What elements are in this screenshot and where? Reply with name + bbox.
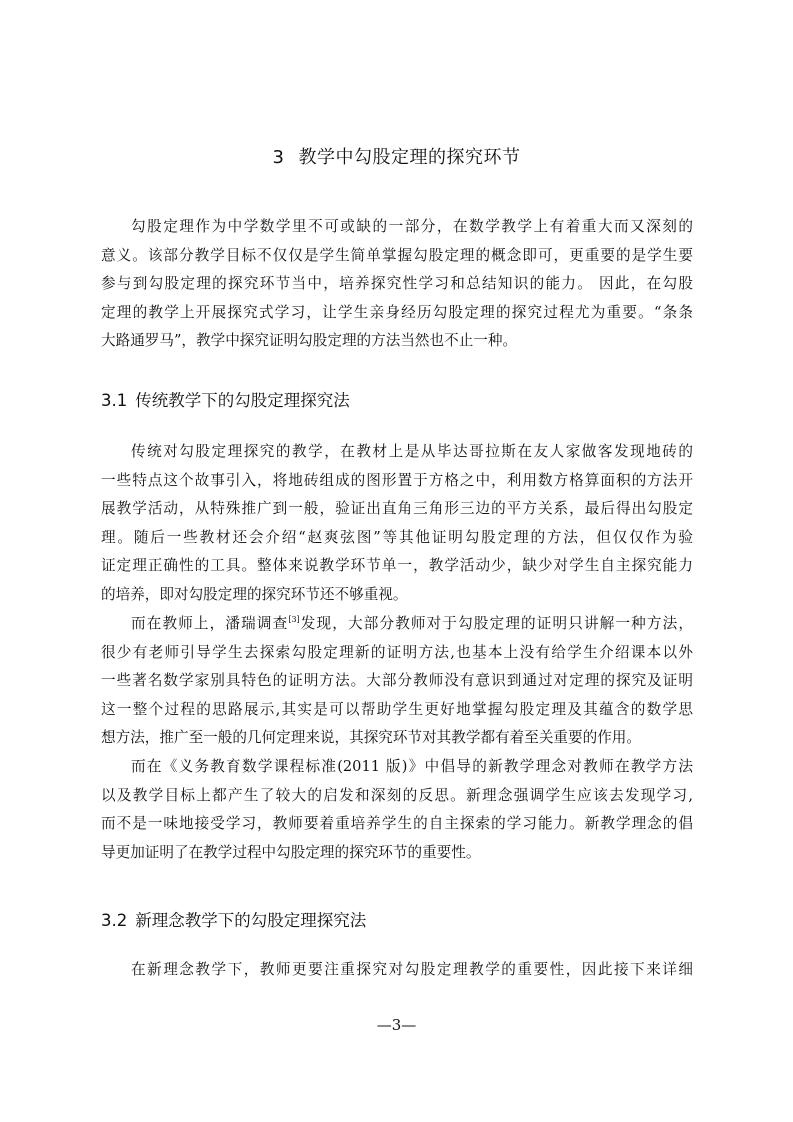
text-run: 而在教师上，潘瑞调查 bbox=[131, 615, 289, 632]
chapter-title bbox=[0, 146, 793, 170]
text-line: 而不是一味地接受学习，教师要着重培养学生的自主探索的学习能力。新教学理念的倡 bbox=[101, 815, 693, 833]
section-heading-3-1 bbox=[101, 390, 350, 412]
text-line: 一些著名数学家别具特色的证明方法。大部分教师没有意识到通过对定理的探究及证明 bbox=[101, 672, 693, 690]
text-line: 以及教学目标上都产生了较大的启发和深刻的反思。新理念强调学生应该去发现学习, bbox=[101, 786, 693, 804]
text-line: 在新理念教学下，教师更要注重探究对勾股定理教学的重要性，因此接下来详细 bbox=[131, 961, 693, 978]
intro-paragraph bbox=[101, 213, 693, 356]
section-number: 3.1 bbox=[101, 391, 128, 410]
page-number: —3— bbox=[376, 1016, 417, 1034]
text-line: 参与到勾股定理的探究环节当中，培养探究性学习和总结知识的能力。 因此，在勾股 bbox=[101, 275, 693, 293]
text-line: 大路通罗马”，教学中探究证明勾股定理的方法当然也不止一种。 bbox=[101, 332, 518, 350]
text-line: 而在《义务教育数学课程标准(2011 版)》中倡导的新教学理念对教师在教学方法 bbox=[131, 758, 693, 775]
text-line bbox=[101, 610, 693, 639]
text-run: 发现，大部分教师对于勾股定理的证明只讲解一种方法， bbox=[299, 615, 693, 632]
text-line: 这一整个过程的思路展示,其实是可以帮助学生更好地掌握勾股定理及其蕴含的数学思 bbox=[101, 700, 693, 718]
section-title: 传统教学下的勾股定理探究法 bbox=[135, 391, 350, 410]
section-title: 新理念教学下的勾股定理探究法 bbox=[135, 911, 367, 930]
text-line: 展教学活动，从特殊推广到一般，验证出直角三角形三边的平方关系，最后得出勾股定 bbox=[101, 500, 693, 518]
chapter-title-text: 教学中勾股定理的探究环节 bbox=[298, 147, 521, 168]
section-3-2-paragraph-1 bbox=[101, 956, 693, 985]
text-line: 理。随后一些教材还会介绍“赵爽弦图”等其他证明勾股定理的方法，但仅仅作为验 bbox=[101, 528, 693, 546]
section-number: 3.2 bbox=[101, 911, 128, 930]
text-line: 定理的教学上开展探究式学习，让学生亲身经历勾股定理的探究过程尤为重要。“条条 bbox=[101, 303, 693, 321]
text-line: 传统对勾股定理探究的教学，在教材上是从毕达哥拉斯在友人家做客发现地砖的 bbox=[131, 443, 693, 460]
text-line: 勾股定理作为中学数学里不可或缺的一部分，在数学教学上有着重大而又深刻的 bbox=[131, 218, 693, 235]
text-line: 一些特点这个故事引入，将地砖组成的图形置于方格之中，利用数方格算面积的方法开 bbox=[101, 471, 693, 489]
text-line: 很少有老师引导学生去探索勾股定理新的证明方法,也基本上没有给学生介绍课本以外 bbox=[101, 643, 693, 661]
text-line: 意义。该部分教学目标不仅仅是学生简单掌握勾股定理的概念即可，更重要的是学生要 bbox=[101, 246, 693, 264]
citation-reference: [3] bbox=[288, 615, 300, 625]
text-line: 证定理正确性的工具。整体来说教学环节单一，教学活动少，缺少对学生自主探究能力 bbox=[101, 557, 693, 575]
text-line: 想方法，推广至一般的几何定理来说，其探究环节对其教学都有着至关重要的作用。 bbox=[101, 729, 641, 747]
text-line: 的培养，即对勾股定理的探究环节还不够重视。 bbox=[101, 585, 408, 603]
chapter-number: 3 bbox=[272, 147, 285, 168]
section-3-1-paragraph-1 bbox=[101, 438, 693, 610]
section-3-1-paragraph-3 bbox=[101, 753, 693, 867]
section-3-1-paragraph-2 bbox=[101, 610, 693, 753]
section-heading-3-2 bbox=[101, 910, 366, 932]
text-line: 导更加证明了在教学过程中勾股定理的探究环节的重要性。 bbox=[101, 843, 481, 861]
